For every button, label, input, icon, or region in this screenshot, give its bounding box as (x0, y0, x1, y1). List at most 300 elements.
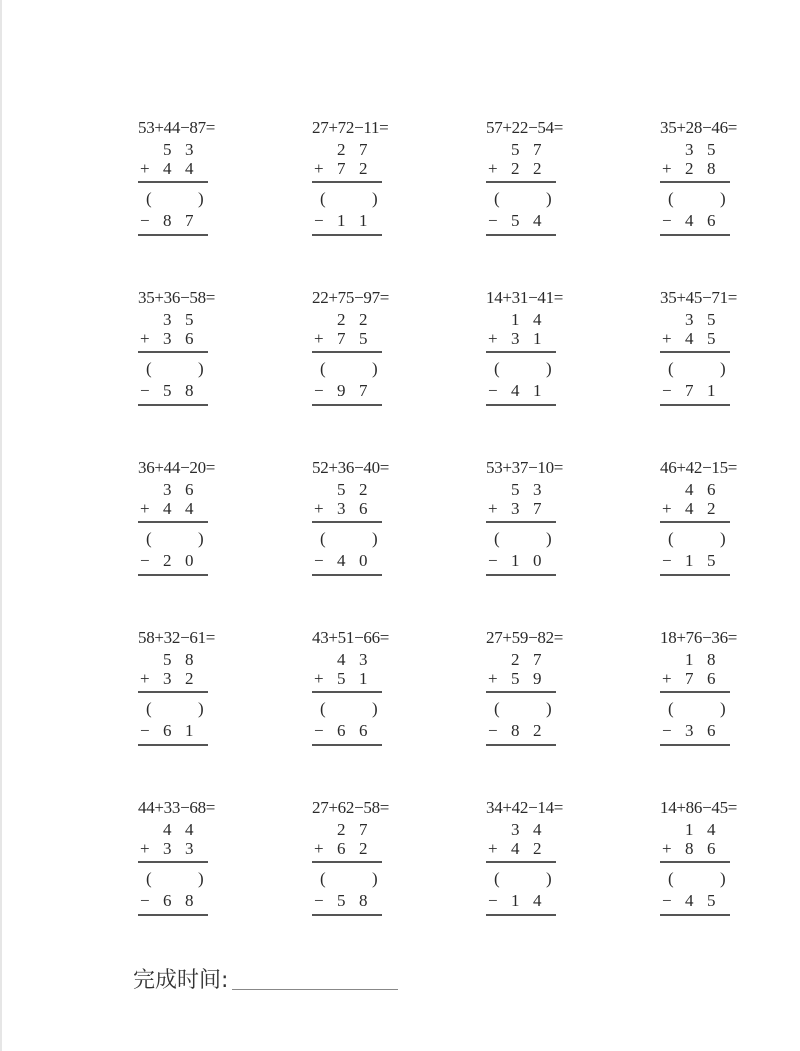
ones-digit: 2 (359, 839, 368, 858)
ones-digit: 4 (533, 891, 542, 910)
addend-1 (486, 310, 556, 330)
right-paren: ) (198, 189, 204, 208)
sum-line (486, 351, 556, 353)
sum-line (486, 691, 556, 693)
addend-1 (486, 480, 556, 500)
sum-line (660, 691, 730, 693)
addend-2 (660, 839, 730, 859)
tens-digit: 1 (511, 310, 520, 329)
addend-2 (312, 669, 382, 689)
addend-2 (660, 669, 730, 689)
plus-sign: + (488, 839, 498, 858)
tens-digit: 2 (337, 820, 346, 839)
tens-digit: 4 (511, 839, 520, 858)
ones-digit: 9 (533, 669, 542, 688)
ones-digit: 5 (707, 140, 716, 159)
plus-sign: + (314, 499, 324, 518)
page-edge (0, 0, 2, 1051)
intermediate-answer-blank[interactable] (660, 699, 730, 719)
ones-digit: 5 (707, 310, 716, 329)
minus-sign: − (314, 211, 324, 230)
addend-2 (486, 839, 556, 859)
result-line[interactable] (138, 914, 208, 916)
plus-sign: + (314, 329, 324, 348)
result-line[interactable] (660, 914, 730, 916)
tens-digit: 6 (163, 891, 172, 910)
right-paren: ) (372, 359, 378, 378)
left-paren: ( (146, 529, 152, 548)
ones-digit: 7 (533, 140, 542, 159)
right-paren: ) (546, 699, 552, 718)
minus-sign: − (314, 891, 324, 910)
addend-1 (138, 310, 208, 330)
subtrahend (486, 551, 556, 571)
left-paren: ( (494, 189, 500, 208)
ones-digit: 5 (707, 891, 716, 910)
intermediate-answer-blank[interactable] (660, 529, 730, 549)
ones-digit: 6 (707, 721, 716, 740)
minus-sign: − (488, 381, 498, 400)
intermediate-answer-blank[interactable] (312, 529, 382, 549)
result-line[interactable] (486, 234, 556, 236)
addend-1 (312, 820, 382, 840)
tens-digit: 6 (337, 839, 346, 858)
tens-digit: 1 (685, 551, 694, 570)
left-paren: ( (320, 529, 326, 548)
tens-digit: 6 (163, 721, 172, 740)
ones-digit: 4 (185, 159, 194, 178)
sum-line (486, 521, 556, 523)
left-paren: ( (494, 699, 500, 718)
plus-sign: + (140, 839, 150, 858)
addend-2 (312, 839, 382, 859)
right-paren: ) (372, 189, 378, 208)
tens-digit: 3 (337, 499, 346, 518)
addend-2 (312, 159, 382, 179)
subtrahend (312, 551, 382, 571)
ones-digit: 4 (707, 820, 716, 839)
result-line[interactable] (660, 234, 730, 236)
equation: 46+42−15= (660, 458, 738, 477)
intermediate-answer-blank[interactable] (486, 699, 556, 719)
equation: 22+75−97= (312, 288, 390, 307)
subtrahend (486, 891, 556, 911)
right-paren: ) (372, 699, 378, 718)
ones-digit: 2 (707, 499, 716, 518)
result-line[interactable] (312, 744, 382, 746)
ones-digit: 2 (533, 839, 542, 858)
ones-digit: 7 (359, 820, 368, 839)
result-line[interactable] (486, 914, 556, 916)
tens-digit: 3 (163, 839, 172, 858)
subtrahend (486, 211, 556, 231)
tens-digit: 4 (163, 820, 172, 839)
problem-16 (660, 628, 770, 758)
result-line[interactable] (138, 574, 208, 576)
left-paren: ( (146, 699, 152, 718)
tens-digit: 3 (685, 140, 694, 159)
result-line[interactable] (138, 404, 208, 406)
minus-sign: − (140, 381, 150, 400)
completion-time-label: 完成时间: (133, 968, 229, 993)
intermediate-answer-blank[interactable] (486, 869, 556, 889)
addend-2 (660, 329, 730, 349)
addend-2 (486, 159, 556, 179)
tens-digit: 5 (337, 891, 346, 910)
addend-1 (486, 820, 556, 840)
intermediate-answer-blank[interactable] (660, 869, 730, 889)
plus-sign: + (314, 669, 324, 688)
left-paren: ( (146, 359, 152, 378)
ones-digit: 1 (707, 381, 716, 400)
problem-17 (138, 798, 248, 928)
addend-1 (486, 650, 556, 670)
intermediate-answer-blank[interactable] (138, 359, 208, 379)
equation: 35+28−46= (660, 118, 738, 137)
addend-1 (312, 650, 382, 670)
intermediate-answer-blank[interactable] (138, 529, 208, 549)
left-paren: ( (668, 529, 674, 548)
tens-digit: 5 (337, 669, 346, 688)
intermediate-answer-blank[interactable] (486, 359, 556, 379)
result-line[interactable] (660, 404, 730, 406)
tens-digit: 3 (511, 499, 520, 518)
addend-1 (138, 650, 208, 670)
minus-sign: − (662, 721, 672, 740)
tens-digit: 3 (685, 721, 694, 740)
subtrahend (312, 211, 382, 231)
equation: 35+45−71= (660, 288, 738, 307)
addend-2 (138, 669, 208, 689)
left-paren: ( (494, 869, 500, 888)
ones-digit: 4 (533, 310, 542, 329)
problem-20 (660, 798, 770, 928)
equation: 14+31−41= (486, 288, 564, 307)
problem-11 (486, 458, 596, 588)
addend-2 (138, 499, 208, 519)
sum-line (312, 351, 382, 353)
minus-sign: − (140, 891, 150, 910)
ones-digit: 7 (359, 140, 368, 159)
equation: 57+22−54= (486, 118, 564, 137)
right-paren: ) (372, 869, 378, 888)
tens-digit: 7 (337, 329, 346, 348)
subtrahend (660, 721, 730, 741)
sum-line (312, 861, 382, 863)
right-paren: ) (198, 359, 204, 378)
tens-digit: 2 (337, 140, 346, 159)
intermediate-answer-blank[interactable] (312, 869, 382, 889)
subtrahend (312, 721, 382, 741)
tens-digit: 2 (163, 551, 172, 570)
subtrahend (138, 551, 208, 571)
minus-sign: − (314, 551, 324, 570)
right-paren: ) (720, 189, 726, 208)
sum-line (138, 521, 208, 523)
ones-digit: 0 (185, 551, 194, 570)
ones-digit: 5 (359, 329, 368, 348)
left-paren: ( (668, 359, 674, 378)
tens-digit: 4 (685, 329, 694, 348)
ones-digit: 6 (707, 669, 716, 688)
left-paren: ( (668, 189, 674, 208)
addend-2 (138, 329, 208, 349)
result-line[interactable] (312, 914, 382, 916)
subtrahend (138, 891, 208, 911)
ones-digit: 2 (533, 159, 542, 178)
ones-digit: 1 (533, 329, 542, 348)
tens-digit: 9 (337, 381, 346, 400)
addend-2 (486, 669, 556, 689)
tens-digit: 4 (163, 159, 172, 178)
problem-8 (660, 288, 770, 418)
intermediate-answer-blank[interactable] (138, 189, 208, 209)
tens-digit: 1 (511, 891, 520, 910)
equation: 58+32−61= (138, 628, 216, 647)
result-line[interactable] (312, 404, 382, 406)
plus-sign: + (314, 159, 324, 178)
addend-2 (486, 329, 556, 349)
equation: 36+44−20= (138, 458, 216, 477)
tens-digit: 4 (337, 551, 346, 570)
minus-sign: − (314, 381, 324, 400)
problem-6 (312, 288, 422, 418)
tens-digit: 5 (337, 480, 346, 499)
minus-sign: − (314, 721, 324, 740)
equation: 44+33−68= (138, 798, 216, 817)
ones-digit: 2 (533, 721, 542, 740)
subtrahend (660, 381, 730, 401)
plus-sign: + (140, 669, 150, 688)
minus-sign: − (488, 891, 498, 910)
tens-digit: 3 (163, 480, 172, 499)
problem-14 (312, 628, 422, 758)
problem-18 (312, 798, 422, 928)
addend-2 (138, 839, 208, 859)
addend-1 (138, 820, 208, 840)
result-line[interactable] (486, 574, 556, 576)
sum-line (138, 691, 208, 693)
ones-digit: 8 (707, 159, 716, 178)
right-paren: ) (720, 699, 726, 718)
tens-digit: 4 (685, 499, 694, 518)
ones-digit: 0 (533, 551, 542, 570)
tens-digit: 6 (337, 721, 346, 740)
intermediate-answer-blank[interactable] (312, 359, 382, 379)
ones-digit: 1 (359, 211, 368, 230)
problem-4 (660, 118, 770, 248)
sum-line (660, 181, 730, 183)
intermediate-answer-blank[interactable] (312, 699, 382, 719)
result-line[interactable] (138, 234, 208, 236)
subtrahend (138, 381, 208, 401)
result-line[interactable] (486, 744, 556, 746)
addend-1 (312, 480, 382, 500)
problem-7 (486, 288, 596, 418)
problem-10 (312, 458, 422, 588)
right-paren: ) (720, 359, 726, 378)
addend-1 (660, 820, 730, 840)
result-line[interactable] (312, 234, 382, 236)
ones-digit: 4 (533, 211, 542, 230)
tens-digit: 5 (511, 480, 520, 499)
minus-sign: − (488, 721, 498, 740)
minus-sign: − (662, 211, 672, 230)
sum-line (138, 181, 208, 183)
ones-digit: 2 (185, 669, 194, 688)
ones-digit: 5 (707, 551, 716, 570)
minus-sign: − (662, 551, 672, 570)
tens-digit: 5 (163, 140, 172, 159)
tens-digit: 5 (163, 650, 172, 669)
plus-sign: + (140, 329, 150, 348)
ones-digit: 7 (359, 381, 368, 400)
subtrahend (312, 381, 382, 401)
sum-line (486, 861, 556, 863)
left-paren: ( (668, 699, 674, 718)
completion-time (133, 963, 398, 994)
subtrahend (660, 551, 730, 571)
addend-1 (312, 140, 382, 160)
result-line[interactable] (660, 574, 730, 576)
tens-digit: 2 (685, 159, 694, 178)
result-line[interactable] (486, 404, 556, 406)
problem-1 (138, 118, 248, 248)
result-line[interactable] (660, 744, 730, 746)
intermediate-answer-blank[interactable] (660, 359, 730, 379)
right-paren: ) (720, 529, 726, 548)
ones-digit: 1 (185, 721, 194, 740)
ones-digit: 6 (185, 329, 194, 348)
problem-15 (486, 628, 596, 758)
result-line[interactable] (312, 574, 382, 576)
minus-sign: − (140, 721, 150, 740)
ones-digit: 7 (185, 211, 194, 230)
plus-sign: + (662, 839, 672, 858)
ones-digit: 6 (359, 721, 368, 740)
left-paren: ( (494, 359, 500, 378)
right-paren: ) (198, 529, 204, 548)
plus-sign: + (140, 499, 150, 518)
ones-digit: 5 (185, 310, 194, 329)
ones-digit: 8 (185, 381, 194, 400)
sum-line (312, 521, 382, 523)
ones-digit: 7 (533, 650, 542, 669)
ones-digit: 6 (185, 480, 194, 499)
intermediate-answer-blank[interactable] (138, 699, 208, 719)
subtrahend (660, 211, 730, 231)
subtrahend (312, 891, 382, 911)
sum-line (312, 181, 382, 183)
minus-sign: − (488, 551, 498, 570)
equation: 53+44−87= (138, 118, 216, 137)
equation: 18+76−36= (660, 628, 738, 647)
addend-2 (486, 499, 556, 519)
tens-digit: 7 (685, 669, 694, 688)
minus-sign: − (488, 211, 498, 230)
tens-digit: 4 (685, 211, 694, 230)
plus-sign: + (662, 669, 672, 688)
left-paren: ( (320, 359, 326, 378)
right-paren: ) (372, 529, 378, 548)
sum-line (486, 181, 556, 183)
right-paren: ) (546, 359, 552, 378)
tens-digit: 1 (685, 820, 694, 839)
result-line[interactable] (138, 744, 208, 746)
tens-digit: 5 (163, 381, 172, 400)
intermediate-answer-blank[interactable] (486, 529, 556, 549)
intermediate-answer-blank[interactable] (312, 189, 382, 209)
addend-1 (138, 480, 208, 500)
addend-2 (660, 499, 730, 519)
tens-digit: 2 (511, 650, 520, 669)
equation: 34+42−14= (486, 798, 564, 817)
tens-digit: 1 (337, 211, 346, 230)
minus-sign: − (140, 211, 150, 230)
completion-time-blank[interactable] (232, 989, 398, 990)
problem-2 (312, 118, 422, 248)
addend-1 (660, 650, 730, 670)
tens-digit: 7 (685, 381, 694, 400)
sum-line (138, 351, 208, 353)
ones-digit: 3 (185, 140, 194, 159)
problem-13 (138, 628, 248, 758)
plus-sign: + (488, 499, 498, 518)
ones-digit: 4 (185, 499, 194, 518)
tens-digit: 1 (685, 650, 694, 669)
plus-sign: + (662, 499, 672, 518)
tens-digit: 3 (163, 329, 172, 348)
intermediate-answer-blank[interactable] (660, 189, 730, 209)
ones-digit: 3 (533, 480, 542, 499)
addend-1 (486, 140, 556, 160)
problem-12 (660, 458, 770, 588)
addend-2 (660, 159, 730, 179)
ones-digit: 0 (359, 551, 368, 570)
plus-sign: + (140, 159, 150, 178)
intermediate-answer-blank[interactable] (486, 189, 556, 209)
equation: 52+36−40= (312, 458, 390, 477)
plus-sign: + (488, 669, 498, 688)
ones-digit: 6 (707, 480, 716, 499)
tens-digit: 4 (163, 499, 172, 518)
subtrahend (486, 721, 556, 741)
sum-line (138, 861, 208, 863)
tens-digit: 3 (685, 310, 694, 329)
left-paren: ( (320, 699, 326, 718)
ones-digit: 4 (185, 820, 194, 839)
tens-digit: 3 (511, 329, 520, 348)
ones-digit: 1 (533, 381, 542, 400)
tens-digit: 3 (163, 669, 172, 688)
ones-digit: 2 (359, 310, 368, 329)
tens-digit: 8 (685, 839, 694, 858)
intermediate-answer-blank[interactable] (138, 869, 208, 889)
right-paren: ) (198, 699, 204, 718)
left-paren: ( (146, 189, 152, 208)
subtrahend (486, 381, 556, 401)
equation: 14+86−45= (660, 798, 738, 817)
tens-digit: 4 (685, 480, 694, 499)
sum-line (312, 691, 382, 693)
addend-2 (312, 499, 382, 519)
addend-1 (312, 310, 382, 330)
left-paren: ( (494, 529, 500, 548)
problem-19 (486, 798, 596, 928)
problem-3 (486, 118, 596, 248)
ones-digit: 2 (359, 480, 368, 499)
minus-sign: − (662, 381, 672, 400)
